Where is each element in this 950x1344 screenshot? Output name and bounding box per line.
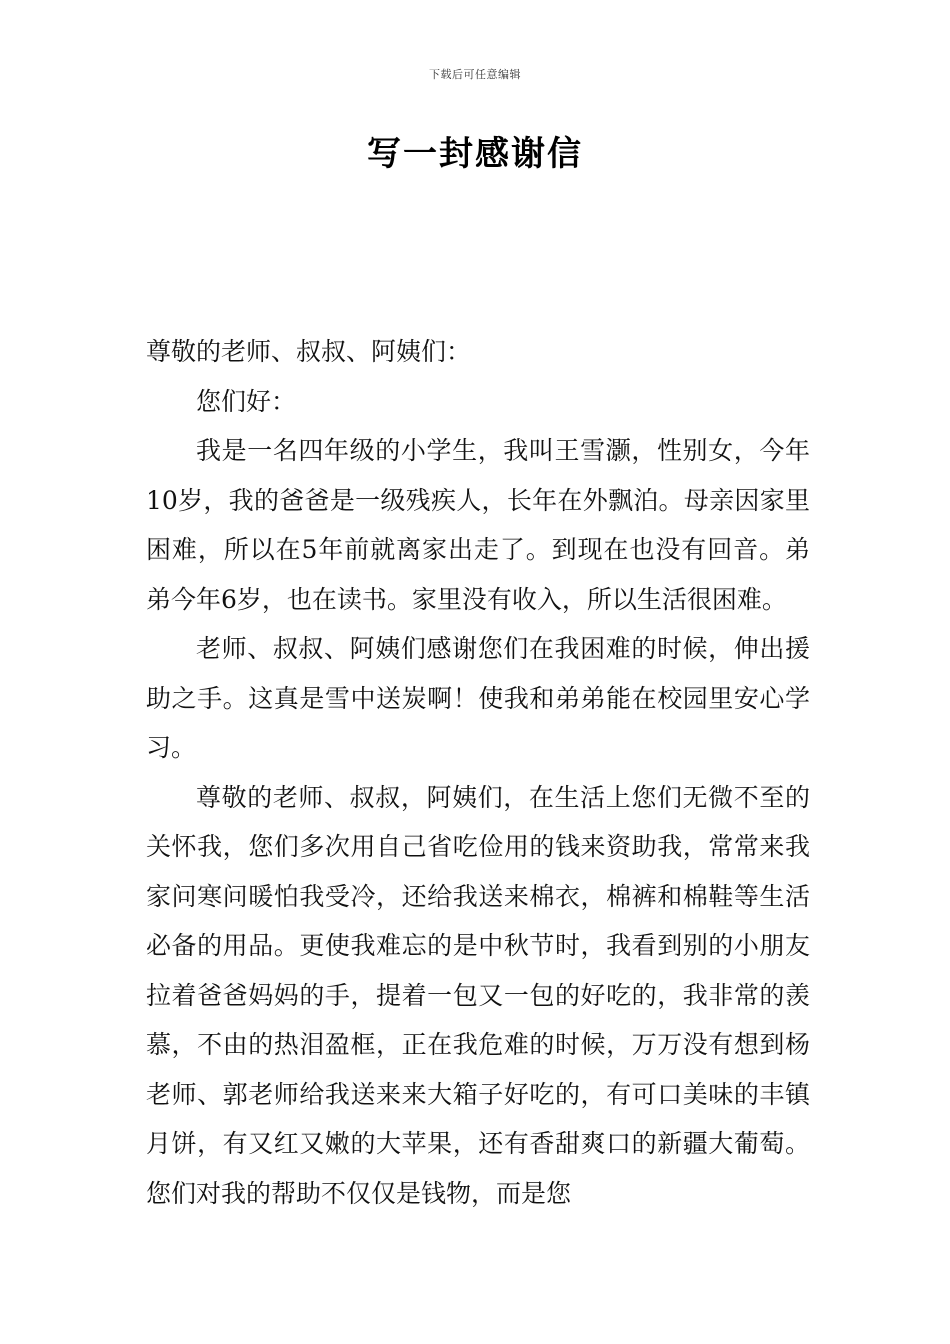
paragraph-2: 老师、叔叔、阿姨们感谢您们在我困难的时候，伸出援助之手。这真是雪中送炭啊！使我和弟弟能在校园里安心学习。 <box>146 634 810 762</box>
document-title: 写一封感谢信 <box>367 134 583 174</box>
greeting: 您们好： <box>196 386 297 416</box>
paragraph-1: 我是一名四年级的小学生，我叫王雪灏，性别女，今年10岁，我的爸爸是一级残疾人，长年在外飘泊。母亲因家里困难，所以在5年前就离家出走了。到现在也没有回音。弟弟今年6岁，也在读书。家里没有收入，所以生活很困难。 <box>146 436 810 614</box>
header-note: 下载后可任意编辑 <box>429 68 521 81</box>
letter-body <box>146 327 810 1218</box>
salutation: 尊敬的老师、叔叔、阿姨们： <box>146 337 472 366</box>
paragraph-3: 尊敬的老师、叔叔，阿姨们，在生活上您们无微不至的关怀我，您们多次用自己省吃俭用的钱来资助我，常常来我家问寒问暖怕我受冷，还给我送来棉衣，棉裤和棉鞋等生活必备的用品。更使我难忘的是中秋节时，我看到别的小朋友拉着爸爸妈妈的手，提着一包又一包的好吃的，我非常的羡慕，不由的热泪盈框，正在我危难的时候，万万没有想到杨老师、郭老师给我送来来大箱子好吃的，有可口美味的丰镇月饼，有又红又嫩的大苹果，还有香甜爽口的新疆大葡萄。您们对我的帮助不仅仅是钱物，而是您 <box>146 782 810 1208</box>
